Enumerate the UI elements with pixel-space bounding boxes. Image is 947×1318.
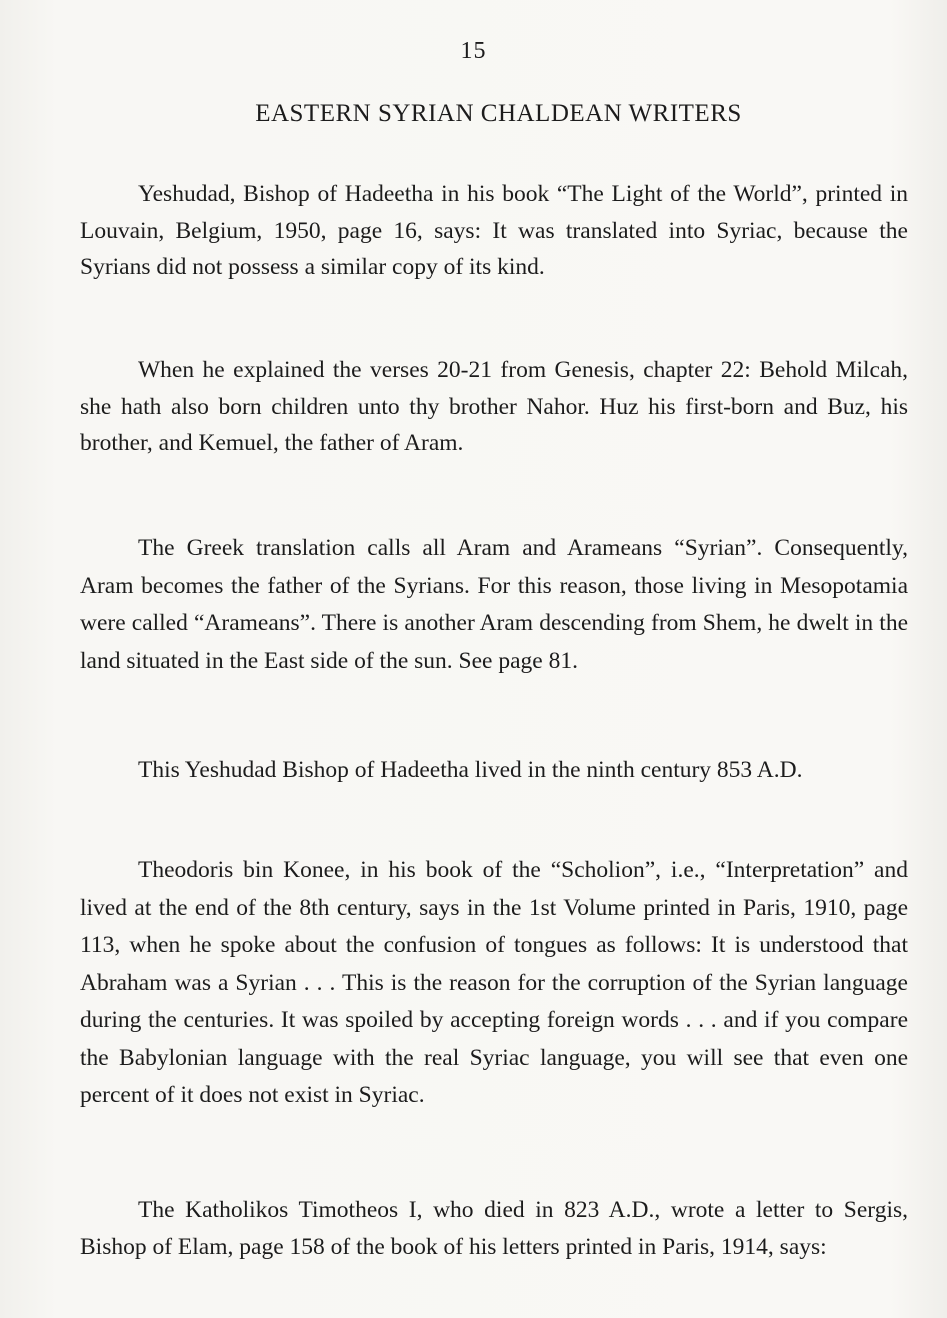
paragraph-ninth-century: This Yeshudad Bishop of Hadeetha lived in the ninth century 853 A.D. [138, 757, 803, 783]
paragraph-timotheos-letter: The Katholikos Timotheos I, who died in 823 A.D., wrote a letter to Sergis, Bishop of Elam, page 158 of the book of his letters printed in Paris, 1914, says: [80, 1197, 908, 1260]
paragraph-yeshudad-light-of-world: Yeshudad, Bishop of Hadeetha in his book “The Light of the World”, printed in Louvain, Belgium, 1950, page 16, says: It was translated into Syriac, because the Syrians did not possess a similar copy of its kind. [80, 181, 908, 280]
paragraph-theodoris-scholion: Theodoris bin Konee, in his book of the “Scholion”, i.e., “Interpretation” and lived at the end of the 8th century, says in the 1st Volume printed in Paris, 1910, page 113, when he spoke about the confusion of tongues as follows: It is understood that Abraham was a Syrian . . . This is the reason for the corruption of the Syrian language during the centuries. It was spoiled by accepting foreign words . . . and if you compare the Babylonian language with the real Syriac language, you will see that even one percent of it does not exist in Syriac. [80, 857, 908, 1108]
paragraph-genesis-verses: When he explained the verses 20-21 from Genesis, chapter 22: Behold Milcah, she hath also born children unto thy brother Nahor. Huz his first-born and Buz, his brother, and Kemuel, the father of Aram. [80, 357, 908, 456]
paragraph-greek-translation: The Greek translation calls all Aram and Arameans “Syrian”. Consequently, Aram becomes the father of the Syrians. For this reason, those living in Mesopotamia were called “Arameans”. There is another Aram descending from Shem, he dwelt in the land situated in the East side of the sun. See page 81. [80, 535, 908, 674]
chapter-heading: EASTERN SYRIAN CHALDEAN WRITERS [255, 100, 742, 127]
page-number: 15 [460, 38, 487, 64]
